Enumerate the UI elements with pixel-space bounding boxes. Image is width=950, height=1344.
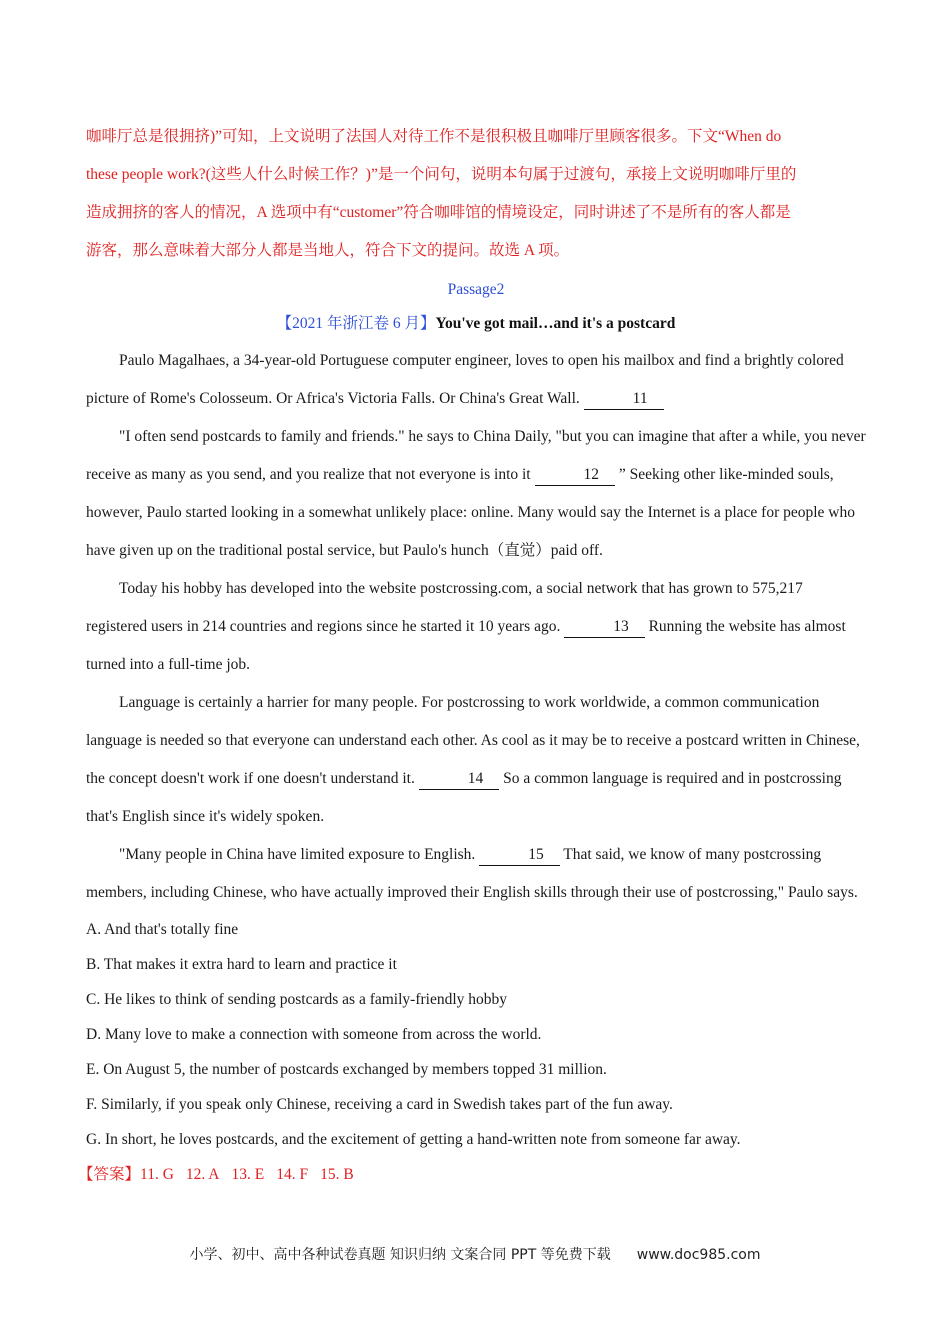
paragraph-4 — [86, 684, 866, 836]
blank-14: 14 — [419, 769, 500, 790]
paragraph-text: That said, we know of many postcrossing members, including Chinese, who have actually improved their English skills through their use of postcrossing," Paulo says. — [86, 846, 858, 901]
title-source: 【2021 年浙江卷 6 月】 — [276, 315, 436, 332]
document-page — [78, 118, 866, 1192]
option-b: B. That makes it extra hard to learn and practice it — [86, 956, 397, 973]
answer-label: 【答案】 — [78, 1166, 141, 1183]
explanation-block — [86, 118, 866, 270]
blank-11: 11 — [584, 389, 664, 410]
blank-12: 12 — [535, 465, 616, 486]
paragraph-text: "I often send postcards to family and friends." he says to China Daily, "but you can imagine that after a while, you never receive as many as you send, and you realize that not everyone is into it — [86, 428, 866, 483]
paragraph-1 — [86, 342, 866, 418]
answer-item: 14. F — [276, 1166, 309, 1183]
blank-15: 15 — [479, 845, 560, 866]
paragraph-3 — [86, 570, 866, 684]
footer-text: 小学、初中、高中各种试卷真题 知识归纳 文案合同 PPT 等免费下载 — [189, 1247, 611, 1263]
paragraph-5 — [86, 836, 866, 912]
explanation-line: 咖啡厅总是很拥挤)”可知，上文说明了法国人对待工作不是很积极且咖啡厅里顾客很多。下文“When do — [86, 128, 782, 145]
passage-label: Passage2 — [447, 281, 505, 298]
explanation-line: 造成拥挤的客人的情况，A 选项中有“customer”符合咖啡馆的情境设定，同时讲述了不是所有的客人都是 — [86, 204, 791, 221]
title-text: You've got mail…and it's a postcard — [435, 315, 676, 332]
option-c: C. He likes to think of sending postcards as a family-friendly hobby — [86, 991, 508, 1008]
paragraph-text: "Many people in China have limited exposure to English. — [119, 846, 480, 863]
option-g: G. In short, he loves postcards, and the excitement of getting a hand-written note from someone far away. — [86, 1131, 741, 1148]
explanation-line: 游客，那么意味着大部分人都是当地人，符合下文的提问。故选 A 项。 — [86, 242, 570, 259]
paragraph-text: Paulo Magalhaes, a 34-year-old Portuguese computer engineer, loves to open his mailbox and find a brightly colored picture of Rome's Colosseum. Or Africa's Victoria Falls. Or China's Great Wall. — [86, 352, 844, 407]
page-footer — [0, 1244, 950, 1264]
answer-item: 13. E — [231, 1166, 265, 1183]
answer-item: 15. B — [320, 1166, 354, 1183]
answer-line — [78, 1157, 866, 1192]
answer-item: 12. A — [185, 1166, 220, 1183]
blank-13: 13 — [564, 617, 645, 638]
option-d: D. Many love to make a connection with someone from across the world. — [86, 1026, 542, 1043]
option-e: E. On August 5, the number of postcards exchanged by members topped 31 million. — [86, 1061, 607, 1078]
paragraph-text: Today his hobby has developed into the website postcrossing.com, a social network that has grown to 575,217 registered users in 214 countries and regions since he started it 10 years ago. — [86, 580, 803, 635]
paragraph-text: Running the website has almost turned into a full-time job. — [86, 618, 846, 673]
option-f: F. Similarly, if you speak only Chinese, receiving a card in Swedish takes part of the fun away. — [86, 1096, 673, 1113]
options-list — [86, 912, 866, 1157]
paragraph-2 — [86, 418, 866, 570]
footer-site-link[interactable]: www.doc985.com — [636, 1247, 761, 1263]
explanation-line: these people work?(这些人什么时候工作？)”是一个问句，说明本句属于过渡句，承接上文说明咖啡厅里的 — [86, 166, 797, 183]
paragraph-text: Language is certainly a harrier for many people. For postcrossing to work worldwide, a common communication language is needed so that everyone can understand each other. As cool as it may be to receive a postcard written in Chinese, the concept doesn't work if one doesn't understand it. — [86, 694, 860, 787]
passage-title — [86, 314, 866, 334]
paragraph-text: ” Seeking other like-minded souls, however, Paulo started looking in a somewhat unlikely place: online. Many would say the Internet is a place for people who have given up on the traditional postal service, but Paulo's hunch（直觉）paid off. — [86, 466, 856, 559]
option-a: A. And that's totally fine — [86, 921, 239, 938]
answer-item: 11. G — [140, 1166, 174, 1183]
paragraph-text: So a common language is required and in postcrossing that's English since it's widely spoken. — [86, 770, 842, 825]
